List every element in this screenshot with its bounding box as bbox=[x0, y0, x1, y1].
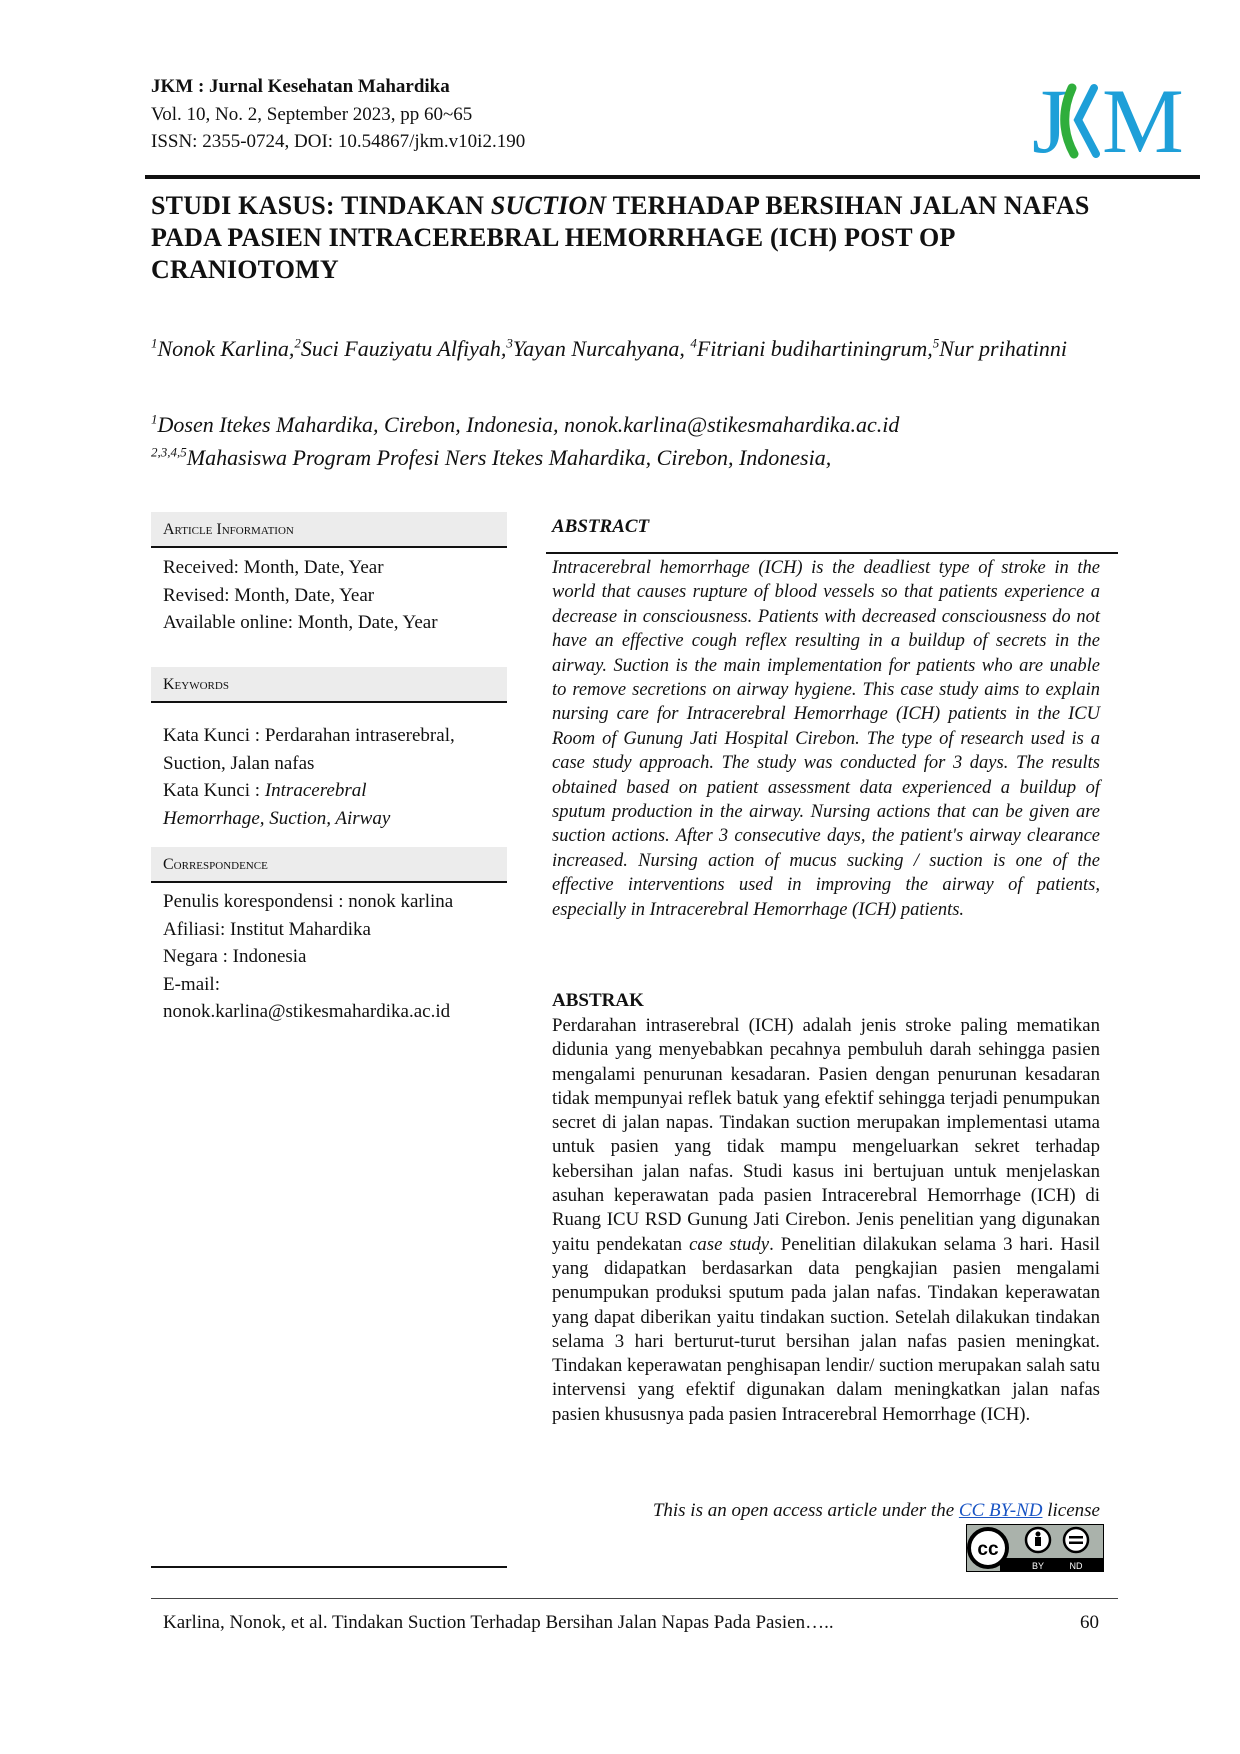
paper-title: STUDI KASUS: TINDAKAN SUCTION TERHADAP BERSIHAN JALAN NAFAS PADA PASIEN INTRACEREBRAL HEMORRHAGE (ICH) POST OP CRANIOTOMY bbox=[151, 191, 1090, 284]
header-rule bbox=[145, 175, 1200, 179]
keywords-en-line2: Hemorrhage, Suction, Airway bbox=[163, 807, 391, 829]
journal-issn-doi: ISSN: 2355-0724, DOI: 10.54867/jkm.v10i2.190 bbox=[151, 131, 526, 152]
revised-date: Revised: Month, Date, Year bbox=[163, 584, 375, 606]
article-info-heading: Article Information bbox=[151, 512, 507, 548]
author-list: $^1$Nonok Karlina,$^2$Suci Fauziyatu Alfiyah,$^3$Yayan Nurcahyana, $^4$Fitriani budihartiningrum,$^5$Nur prihatinni bbox=[151, 335, 1068, 361]
abstrak-heading: ABSTRAK bbox=[552, 990, 644, 1011]
correspondence-affiliation: Afiliasi: Institut Mahardika bbox=[163, 918, 371, 940]
footer-rule bbox=[151, 1598, 1118, 1599]
keywords-id-line1: Kata Kunci : Perdarahan intraserebral, bbox=[163, 725, 455, 746]
correspondence-email-label: E-mail: bbox=[163, 973, 220, 995]
left-column-bottom-rule bbox=[151, 1566, 507, 1568]
keywords-en-line1: Kata Kunci : Intracerebral bbox=[163, 780, 367, 801]
corresponding-author: Penulis korespondensi : nonok karlina bbox=[163, 891, 454, 912]
correspondence-details bbox=[163, 888, 503, 1026]
available-online-date: Available online: Month, Date, Year bbox=[163, 612, 438, 633]
abstrak-text: Perdarahan intraserebral (ICH) adalah jenis stroke paling mematikan didunia yang menyebabkan pecahnya pembuluh darah sehingga pasien mengalami penurunan kesadaran. Pasien dengan penurunan kesadaran tidak mempunyai reflek batuk yang efektif sehingga terjadi penumpukan secret di jalan napas. Tindakan suction merupakan implementasi utama untuk pasien yang tidak mampu mengeluarkan sekret terhadap kebersihan jalan nafas. Studi kasus ini bertujuan untuk menjelaskan asuhan keperawatan pada pasien Intracerebral Hemorrhage (ICH) di Ruang ICU RSD Gunung Jati Cirebon. Jenis penelitian yang digunakan yaitu pendekatan case study. Penelitian dilakukan selama 3 hari. Hasil yang didapatkan berdasarkan data pengkajian pasien mengalami penumpukan produksi sputum pada jalan nafas. Tindakan keperawatan yang dapat diberikan yaitu tindakan suction. Setelah dilakukan tindakan selama 3 hari berturut-turut bersihan jalan nafas pasien meningkat. Tindakan keperawatan penghisapan lendir/ suction merupakan salah satu intervensi yang efektif digunakan dalam meningkatkan jalan nafas pasien khususnya pada pasien Intracerebral Hemorrhage (ICH). bbox=[552, 1015, 1100, 1425]
article-info-dates bbox=[163, 554, 503, 637]
affiliation-2: $^{2,3,4,5}$Mahasiswa Program Profesi Ners Itekes Mahardika, Cirebon, Indonesia, bbox=[151, 444, 832, 470]
cc-by-nd-badge[interactable] bbox=[966, 1524, 1104, 1572]
affiliation-1: $^1$Dosen Itekes Mahardika, Cirebon, Indonesia, nonok.karlina@stikesmahardika.ac.id bbox=[151, 411, 900, 437]
license-statement: This is an open access article under the CC BY-ND license bbox=[652, 1500, 1100, 1521]
abstract-text: Intracerebral hemorrhage (ICH) is the deadliest type of stroke in the world that causes rupture of blood vessels so that patients experience a decrease in consciousness. Patients with decreased consciousness do not have an effective cough reflex resulting in a buildup of secrets in the airway. Suction is the main implementation for patients who are unable to remove secretions on airway hygiene. This case study aims to explain nursing care for Intracerebral Hemorrhage (ICH) patients in the ICU Room of Gunung Jati Hospital Cirebon. The type of research used is a case study approach. The study was conducted for 3 days. The results obtained based on patient assessment data experienced a buildup of sputum production in the airway. Nursing actions that can be given are suction actions. After 3 consecutive days, the patient's airway clearance increased. Nursing action of mucus sucking / suction is one of the effective interventions used in improving the airway of patients, especially in Intracerebral Hemorrhage (ICH) patients. bbox=[552, 558, 1100, 920]
correspondence-country: Negara : Indonesia bbox=[163, 946, 307, 967]
correspondence-heading: Correspondence bbox=[151, 847, 507, 883]
page-number: 60 bbox=[1080, 1612, 1099, 1633]
abstract-heading: ABSTRACT bbox=[552, 516, 650, 537]
received-date: Received: Month, Date, Year bbox=[163, 557, 384, 578]
svg-text:J: J bbox=[1032, 70, 1068, 170]
journal-name: JKM : Jurnal Kesehatan Mahardika bbox=[151, 76, 450, 97]
svg-text:BY: BY bbox=[1031, 1561, 1045, 1571]
journal-volume: Vol. 10, No. 2, September 2023, pp 60~65 bbox=[151, 104, 473, 125]
correspondence-email: nonok.karlina@stikesmahardika.ac.id bbox=[163, 1001, 451, 1022]
abstract-rule bbox=[546, 552, 1118, 554]
license-link[interactable]: CC BY-ND bbox=[958, 1500, 1043, 1521]
svg-text:M: M bbox=[1102, 70, 1184, 170]
jkm-logo bbox=[1032, 70, 1192, 170]
svg-text:cc: cc bbox=[977, 1539, 999, 1560]
keywords-heading: Keywords bbox=[151, 667, 507, 703]
svg-text:ND: ND bbox=[1069, 1561, 1083, 1571]
keywords-id-line2: Suction, Jalan nafas bbox=[163, 752, 315, 774]
keywords-list bbox=[163, 722, 503, 832]
footer-citation: Karlina, Nonok, et al. Tindakan Suction Terhadap Bersihan Jalan Napas Pada Pasien….. bbox=[163, 1612, 834, 1633]
